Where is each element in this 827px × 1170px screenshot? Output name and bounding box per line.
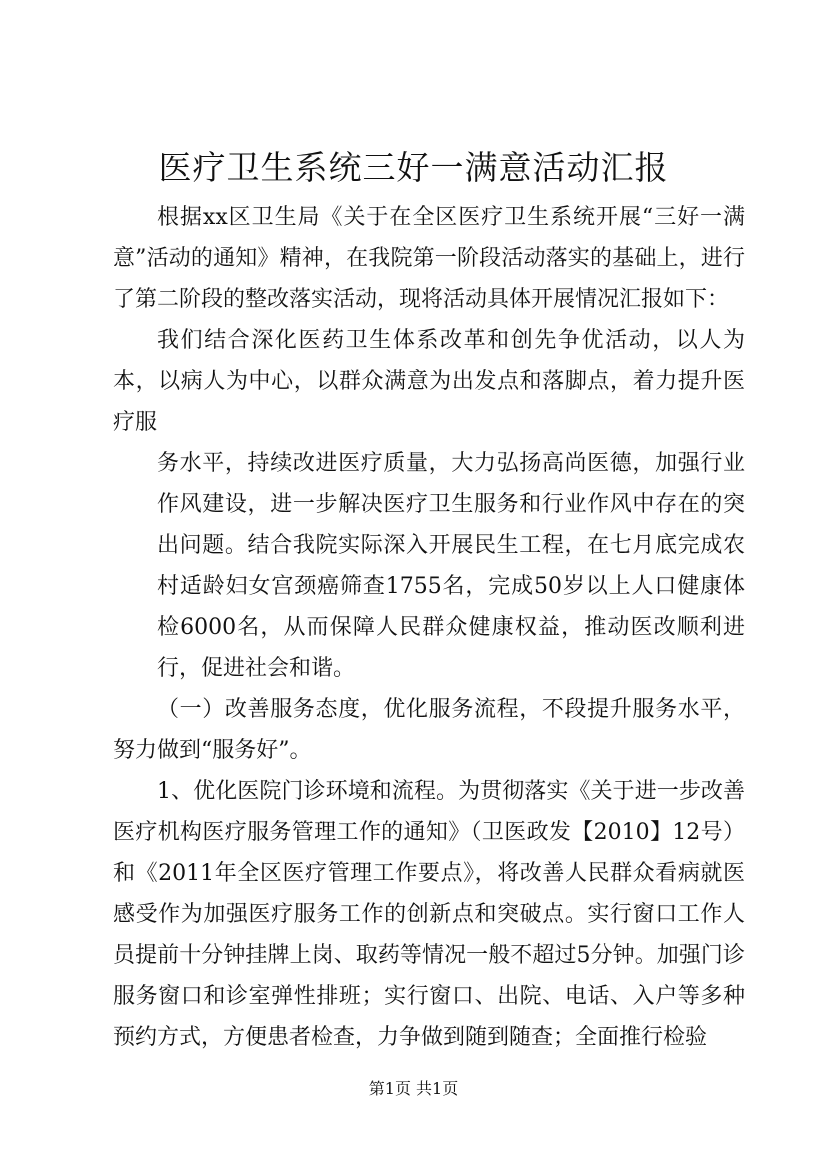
- document-title: 医疗卫生系统三好一满意活动汇报: [158, 148, 669, 187]
- paragraph-section-heading: （一）改善服务态度，优化服务流程，不段提升服务水平，努力做到“服务好”。: [113, 697, 745, 763]
- paragraph-summary: 我们结合深化医药卫生体系改革和创先争优活动，以人为本，以病人为中心，以群众满意为出发点和落脚点，着力提升医疗服: [113, 328, 745, 435]
- paragraph-intro: 根据xx区卫生局《关于在全区医疗卫生系统开展“三好一满意”活动的通知》精神，在我院第一阶段活动落实的基础上，进行了第二阶段的整改落实活动，现将活动具体开展情况汇报如下：: [113, 205, 745, 312]
- paragraph-item-1: 1、优化医院门诊环境和流程。为贯彻落实《关于进一步改善医疗机构医疗服务管理工作的通知》（卫医政发【2010】12号）和《2011年全区医疗管理工作要点》，将改善人民群众看病就医感受作为加强医疗服务工作的创新点和突破点。实行窗口工作人员提前十分钟挂牌上岗、取药等情况一般不超过5分钟。加强门诊服务窗口和诊室弹性排班；实行窗口、出院、电话、入户等多种预约方式，方便患者检查，力争做到随到随查；全面推行检验: [113, 779, 745, 1050]
- page-footer: 第1页 共1页: [368, 1079, 459, 1098]
- document-body: [113, 197, 745, 1058]
- paragraph-summary-continued: 务水平，持续改进医疗质量，大力弘扬高尚医德，加强行业作风建设，进一步解决医疗卫生服务和行业作风中存在的突出问题。结合我院实际深入开展民生工程，在七月底完成农村适龄妇女宫颈癌筛查1755名，完成50岁以上人口健康体检6000名，从而保障人民群众健康权益，推动医改顺利进行，促进社会和谐。: [157, 451, 745, 681]
